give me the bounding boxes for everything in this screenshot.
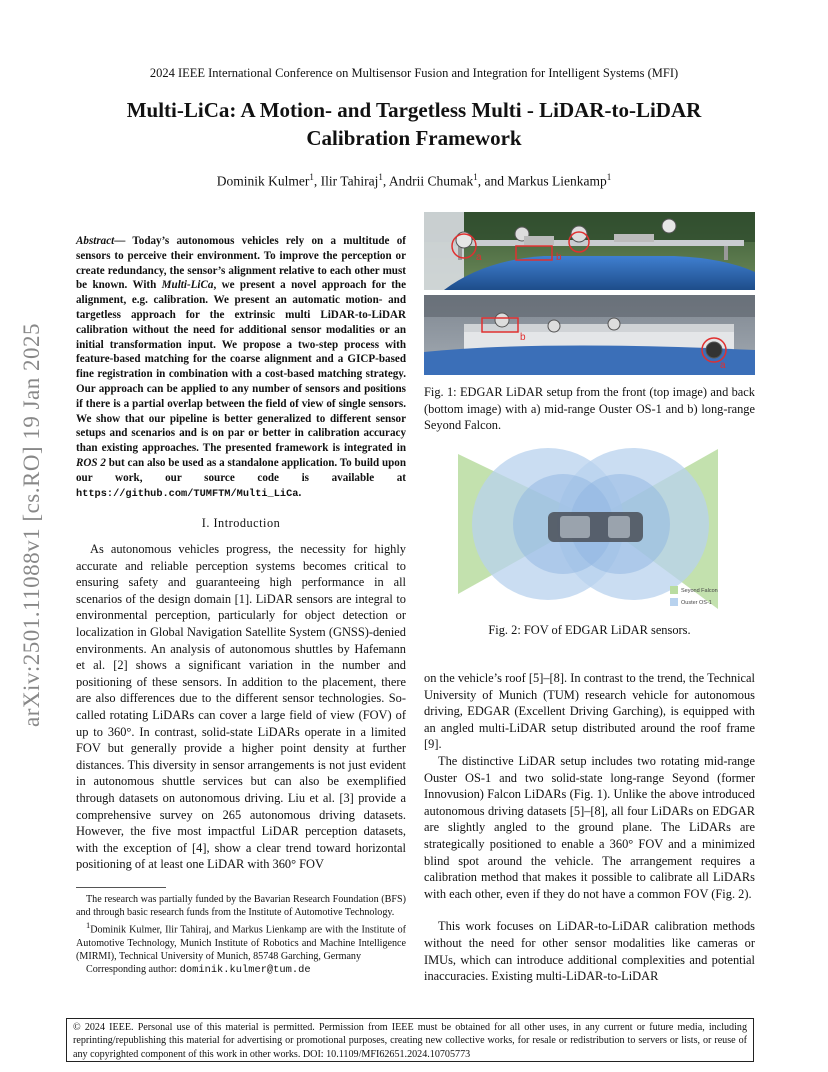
funding-footnote: The research was partially funded by the Bavarian Research Foundation (BFS) and through basic research funds from the Institute of Automotive Technology. <box>76 894 406 919</box>
affiliation-text: Dominik Kulmer, Ilir Tahiraj, and Markus Lienkamp are with the Institute of Automotive Technology, Munich Institute of Robotics and Machine Intelligence (MIRMI), Technical University of Munich, 85748 Garching, Germany <box>76 924 406 963</box>
title-line-2: Calibration Framework <box>306 126 522 150</box>
figure-2-caption: Fig. 2: FOV of EDGAR LiDAR sensors. <box>488 623 691 637</box>
paragraph: on the vehicle’s roof [5]–[8]. In contrast to the trend, the Technical University of Munich (TUM) research vehicle for autonomous driving, EDGAR (Excellent Driving Garching), is equipped with an angled multi-LiDAR setup distributed around the roof frame [9]. <box>424 671 755 752</box>
figure-label-a: a <box>476 252 482 263</box>
arxiv-stamp <box>2 290 62 760</box>
author-separator: , <box>313 173 321 189</box>
author-affiliation-mark: 1 <box>309 172 314 182</box>
abstract <box>76 234 406 501</box>
figure-1-photos <box>424 212 755 375</box>
abstract-text: but can also be used as a standalone application. To build upon our work, our source code is available at <box>76 456 406 484</box>
section-heading: I. Introduction <box>201 516 281 530</box>
legend-swatch-falcon <box>670 586 678 594</box>
author-name: Ilir Tahiraj <box>320 173 379 189</box>
footnote-mark: 1 <box>86 921 91 931</box>
corresponding-label: Corresponding author: <box>86 964 180 976</box>
author-affiliation-mark: 1 <box>473 172 478 182</box>
corresponding-author <box>76 963 406 977</box>
abstract-emphasis: Multi-LiCa <box>161 279 214 292</box>
abstract-label: Abstract <box>76 235 115 247</box>
paragraph: The distinctive LiDAR setup includes two rotating mid-range Ouster OS-1 and two solid-state long-range Seyond (former Innovusion) Falcon LiDARs (Fig. 1). Unlike the above introduced autonomous driving datasets [5]–[8], all four LiDARs on EDGAR are slightly angled to the ground plane. The LiDARs are strategically positioned to enable a 360° FOV and a minimized blind spot around the vehicle. The arrangement requires a calibration method that makes it possible to calibrate all LiDARs with each other, even if they do not have a common FOV (Fig. 2). <box>424 753 755 901</box>
paragraph: As autonomous vehicles progress, the necessity for highly accurate and reliable perception systems becomes critical to ensuring safety and guaranteeing high performance in all scenarios of the design domain [1]. LiDAR sensors are integral to environmental perception, particularly for object detection or localization in Global Navigation Satellite System (GNSS)-denied environments. An analysis of autonomous shuttles by Hafemann et al. [2] shows a significant variation in the number and positioning of these sensors. In addition to the placement, there are also differences due to the different sensor technologies. So-called rotating LiDARs can cover a large field of view (FOV) of up to 360°. In contrast, solid-state LiDARs operate in a limited FOV but generally provide a higher point density at further distances. This diversity in sensor arrangements is not just evident in autonomous shuttle services but can also be exemplified through datasets on autonomous driving. Liu et al. [3] provide a comprehensive survey on 265 autonomous driving datasets. However, the five most impactful LiDAR perception datasets, with the exception of [4], show a clear trend toward horizontal positioning of at least one LiDAR with 360° FOV <box>76 542 406 872</box>
title-line-1: Multi-LiCa: A Motion- and Targetless Multi - LiDAR-to-LiDAR <box>126 98 702 122</box>
author-name: Markus Lienkamp <box>507 173 607 189</box>
author-name: Andrii Chumak <box>388 173 474 189</box>
footnote-rule <box>76 887 166 888</box>
abstract-text: , we present a novel approach for the alignment, e.g. calibration. We present an automatic motion- and targetless approach for the extrinsic multi LiDAR-to-LiDAR calibration without the need for additional sensor modalities or an initial transformation input. We propose a two-step process with feature-based matching for the coarse alignment and a GICP-based fine registration in combination with a cost-based matching strategy. Our approach can be applied to any number of sensors and positions if there is a partial overlap between the field of view of single sensors. We show that our pipeline is better generalized to different sensor setups and scenarios and is on par or better in calibration accuracy than existing approaches. The presented framework is integrated in <box>76 279 406 455</box>
footnotes <box>76 893 406 978</box>
author-list <box>0 172 828 190</box>
author-affiliation-mark: 1 <box>378 172 383 182</box>
conference-header: 2024 IEEE International Conference on Multisensor Fusion and Integration for Intelligent Systems (MFI) <box>149 66 679 80</box>
figure-1-caption: Fig. 1: EDGAR LiDAR setup from the front (top image) and back (bottom image) with a) mid-range Ouster OS-1 and b) long-range Seyond Falcon. <box>424 385 755 433</box>
author-name: Dominik Kulmer <box>216 173 310 189</box>
legend-label: Ouster OS-1 <box>681 600 712 606</box>
figure-label-b: b <box>556 252 562 263</box>
copyright-notice: © 2024 IEEE. Personal use of this material is permitted. Permission from IEEE must be obtained for all other uses, in any current or future media, including reprinting/republishing this material for advertising or promotional purposes, creating new collective works, for resale or redistribution to servers or lists, or reuse of any copyrighted component of this work in other works. DOI: 10.1109/MFI62651.2024.10705773 <box>66 1018 754 1062</box>
right-column-body <box>424 670 755 985</box>
paragraph: This work focuses on LiDAR-to-LiDAR calibration methods without the need for other sensor modalities like cameras or IMUs, which can introduce additional complexities and potential inaccuracies. Existing multi-LiDAR-to-LiDAR <box>424 919 755 984</box>
corresponding-email[interactable]: dominik.kulmer@tum.de <box>179 964 311 977</box>
author-separator: , and <box>477 173 508 189</box>
abstract-text: . <box>298 486 302 499</box>
author-affiliation-mark: 1 <box>606 172 612 182</box>
arxiv-identifier: arXiv:2501.11088v1 [cs.RO] 19 Jan 2025 <box>19 323 44 727</box>
figure-label-b: b <box>520 332 526 343</box>
abstract-dash: — <box>114 235 133 247</box>
author-separator: , <box>382 173 389 189</box>
affiliation-footnote <box>76 919 406 963</box>
abstract-text: Today’s autonomous vehicles rely on a multitude of sensors to perceive their environment. To improve the perception or create redundancy, the sensor’s alignment relative to each other must be known. With <box>76 235 406 292</box>
source-code-link[interactable]: https://github.com/TUMFTM/Multi_LiCa <box>76 487 299 500</box>
figure-2-fov-diagram <box>448 444 748 614</box>
paper-title <box>60 96 768 152</box>
introduction-body <box>76 541 406 873</box>
fov-diagram <box>448 444 748 614</box>
figure-label-a: a <box>720 360 726 371</box>
vehicle-lidar-photo <box>424 212 755 375</box>
legend-label: Seyond Falcon <box>681 588 718 594</box>
abstract-emphasis: ROS 2 <box>76 456 106 469</box>
legend-swatch-ouster <box>670 598 678 606</box>
